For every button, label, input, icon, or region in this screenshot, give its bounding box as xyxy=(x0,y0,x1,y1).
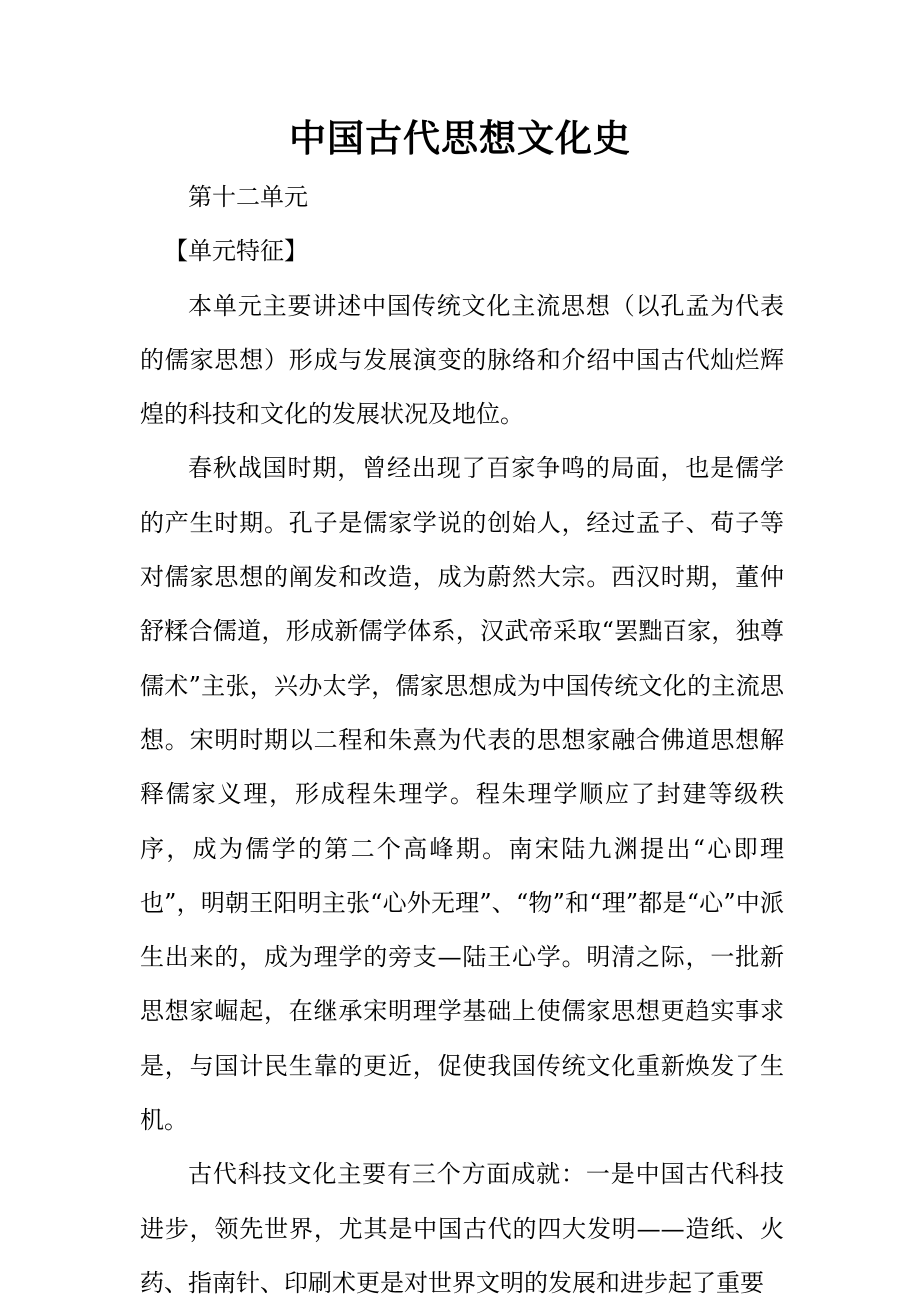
paragraph-science-culture: 古代科技文化主要有三个方面成就：一是中国古代科技进步，领先世界，尤其是中国古代的四大发明——造纸、火药、指南针、印刷术更是对世界文明的发展和进步起了重要 xyxy=(140,1160,784,1297)
paragraph-confucianism: 春秋战国时期，曾经出现了百家争鸣的局面，也是儒学的产生时期。孔子是儒家学说的创始人，经过孟子、荀子等对儒家思想的阐发和改造，成为蔚然大宗。西汉时期，董仲舒糅合儒道，形成新儒学体系，汉武帝采取“罢黜百家，独尊儒术”主张，兴办太学，儒家思想成为中国传统文化的主流思想。宋明时期以二程和朱熹为代表的思想家融合佛道思想解释儒家义理，形成程朱理学。程朱理学顺应了封建等级秩序，成为儒学的第二个高峰期。南宋陆九渊提出“心即理也”，明朝王阳明主张“心外无理”、“物”和“理”都是“心”中派生出来的，成为理学的旁支—陆王心学。明清之际，一批新思想家崛起，在继承宋明理学基础上使儒家思想更趋实事求是，与国计民生靠的更近，促使我国传统文化重新焕发了生机。 xyxy=(140,454,784,1135)
paragraph-overview: 本单元主要讲述中国传统文化主流思想（以孔孟为代表的儒家思想）形成与发展演变的脉络和介绍中国古代灿烂辉煌的科技和文化的发展状况及地位。 xyxy=(140,291,784,429)
unit-heading: 第十二单元 xyxy=(188,183,308,211)
document-title: 中国古代思想文化史 xyxy=(289,116,631,160)
section-label: 【单元特征】 xyxy=(164,237,308,266)
document-body xyxy=(140,170,784,1310)
